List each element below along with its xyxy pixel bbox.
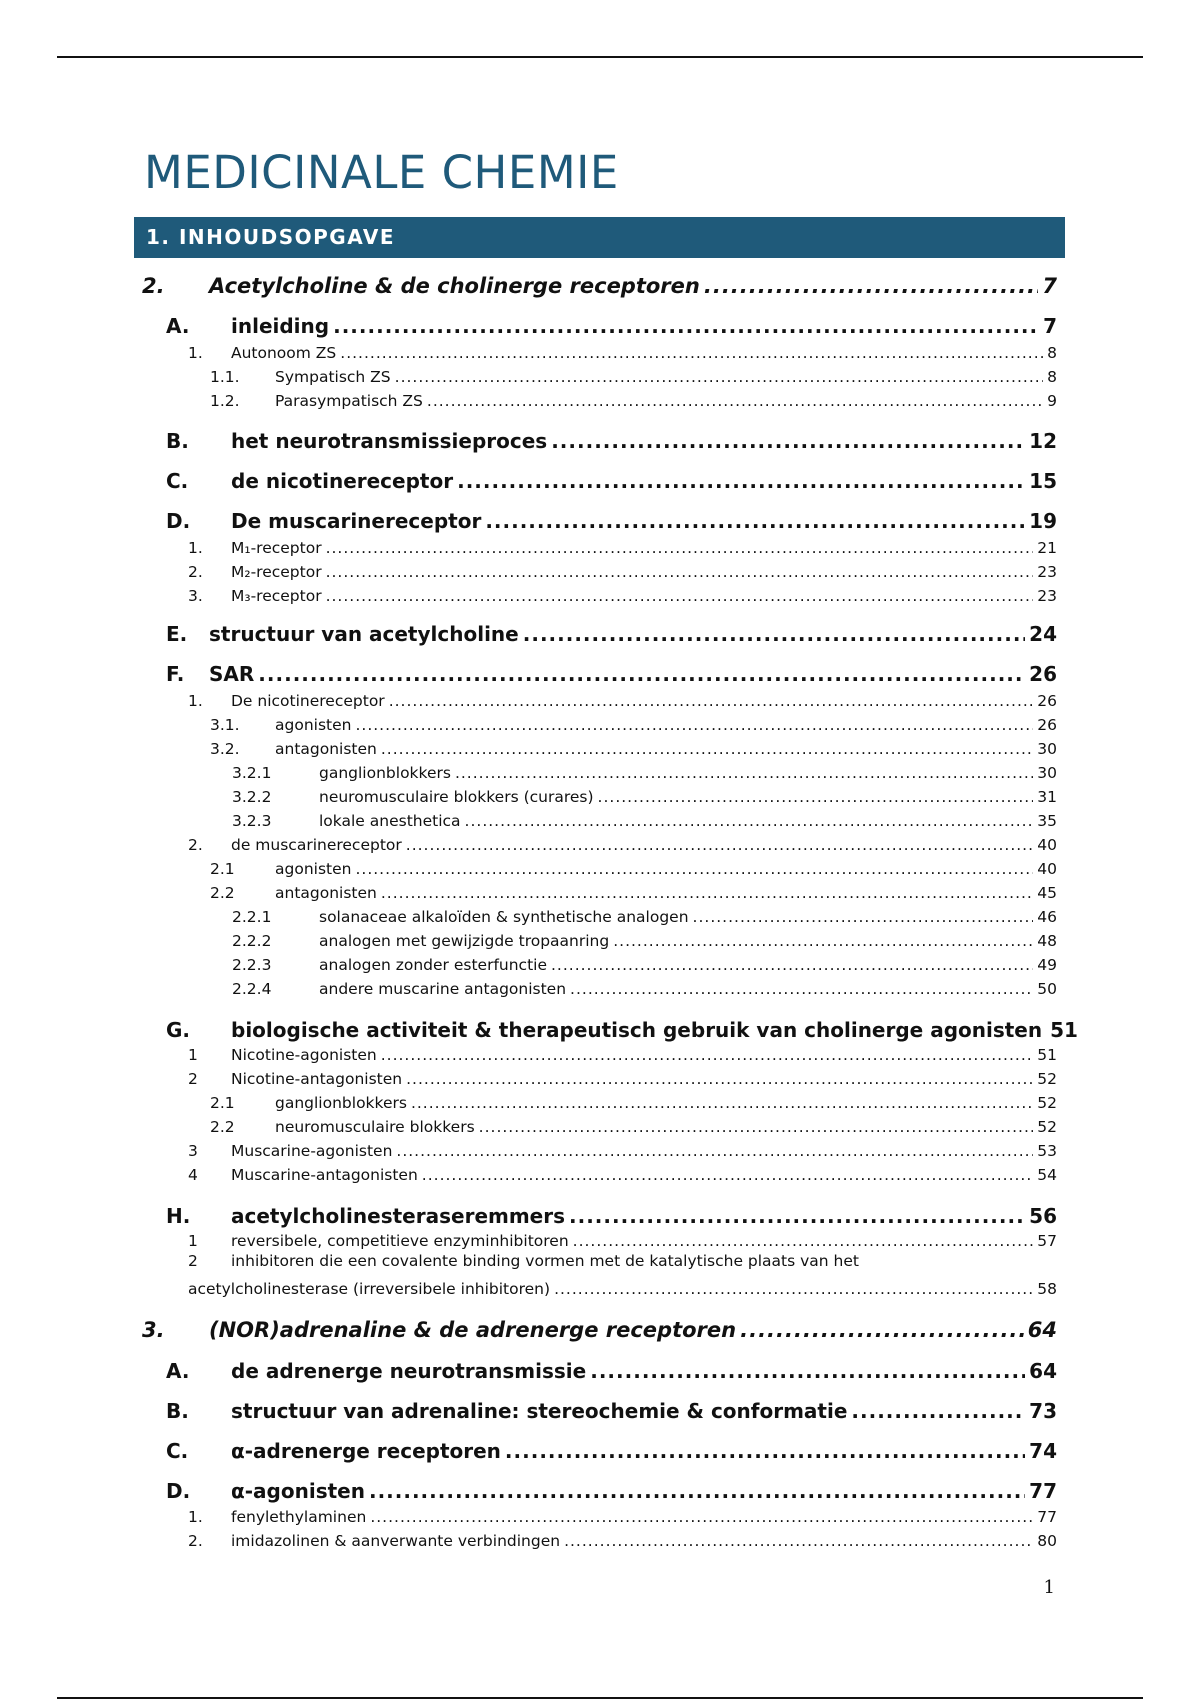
toc-entry-label: M₂-receptor	[231, 563, 322, 581]
toc-entry-label: biologische activiteit & therapeutisch gebruik van cholinerge agonisten	[231, 1018, 1043, 1042]
toc-entry-page: 26	[1037, 692, 1057, 710]
toc-entry-page: 64	[1029, 1359, 1057, 1383]
toc-entry-page: 51	[1037, 1046, 1057, 1064]
toc-entry[interactable]	[0, 1312, 1200, 1342]
toc-entry-number: 1	[188, 1046, 198, 1064]
toc-entry-page: 40	[1037, 860, 1057, 878]
toc-entry-number: 2.1	[210, 1094, 235, 1112]
toc-entry-label: structuur van acetylcholine	[209, 622, 519, 646]
toc-entry-page: 56	[1029, 1204, 1057, 1228]
toc-entry[interactable]	[0, 904, 1200, 926]
toc-leader	[693, 908, 1034, 926]
toc-leader	[598, 788, 1034, 806]
toc-entry-label: neuromusculaire blokkers	[275, 1118, 475, 1136]
toc-entry[interactable]	[0, 1042, 1200, 1064]
toc-entry-page: 51	[1050, 1018, 1078, 1042]
toc-entry[interactable]	[0, 1435, 1200, 1463]
toc-leader	[564, 1532, 1033, 1550]
toc-entry-number: 2.2.2	[232, 932, 272, 950]
toc-entry-page: 77	[1029, 1479, 1057, 1503]
toc-entry[interactable]	[0, 1090, 1200, 1112]
toc-entry-label: Autonoom ZS	[231, 344, 337, 362]
toc-entry-page: 8	[1047, 344, 1057, 362]
toc-entry-page: 7	[1043, 314, 1057, 338]
toc-entry-page: 73	[1029, 1399, 1057, 1423]
toc-entry[interactable]	[0, 364, 1200, 386]
toc-leader	[457, 469, 1025, 493]
toc-leader	[427, 392, 1043, 410]
toc-entry-label: antagonisten	[275, 884, 377, 902]
toc-entry-page: 74	[1029, 1439, 1057, 1463]
toc-entry[interactable]	[0, 1276, 1200, 1298]
toc-entry-label: inleiding	[231, 314, 330, 338]
toc-entry-label: Parasympatisch ZS	[275, 392, 423, 410]
toc-entry-number: 2.	[142, 274, 165, 298]
toc-entry-number: H.	[166, 1204, 191, 1228]
toc-entry-label: fenylethylaminen	[231, 1508, 367, 1526]
toc-entry[interactable]	[0, 1014, 1200, 1042]
toc-leader	[326, 539, 1034, 557]
toc-entry-number: 3.2.1	[232, 764, 272, 782]
toc-entry-label: reversibele, competitieve enzyminhibitoren	[231, 1232, 569, 1250]
toc-entry-page: 80	[1037, 1532, 1057, 1550]
toc-leader	[381, 884, 1033, 902]
toc-entry-number: 1.	[188, 1508, 203, 1526]
toc-entry[interactable]	[0, 1114, 1200, 1136]
toc-entry-number: 1.	[188, 539, 203, 557]
toc-entry-number: 1.2.	[210, 392, 240, 410]
toc-entry-number: 3.	[188, 587, 203, 605]
toc-leader	[326, 563, 1034, 581]
toc-entry-number: 2.	[188, 563, 203, 581]
toc-entry-number: 2.2	[210, 1118, 235, 1136]
toc-entry[interactable]	[0, 1395, 1200, 1423]
toc-entry-page: 52	[1037, 1070, 1057, 1088]
toc-entry-label: De muscarinereceptor	[231, 509, 482, 533]
toc-entry-page: 23	[1037, 587, 1057, 605]
toc-entry[interactable]	[0, 1355, 1200, 1383]
toc-entry[interactable]	[0, 736, 1200, 758]
toc-entry-label-continued: acetylcholinesterase (irreversibele inhibitoren)	[188, 1280, 551, 1298]
toc-entry-number: E.	[166, 622, 188, 646]
toc-leader	[396, 1142, 1033, 1160]
toc-leader	[551, 429, 1025, 453]
toc-entry-label: Nicotine-antagonisten	[231, 1070, 403, 1088]
toc-leader	[369, 1479, 1025, 1503]
toc-leader	[406, 1070, 1033, 1088]
toc-entry-number: G.	[166, 1018, 191, 1042]
toc-entry[interactable]	[0, 784, 1200, 806]
toc-entry-label: M₃-receptor	[231, 587, 322, 605]
toc-entry-label: Sympatisch ZS	[275, 368, 391, 386]
toc-entry-label: andere muscarine antagonisten	[319, 980, 567, 998]
toc-entry-number: A.	[166, 314, 190, 338]
toc-entry[interactable]	[0, 268, 1200, 298]
toc-leader	[569, 1204, 1025, 1228]
toc-leader	[326, 587, 1034, 605]
toc-leader	[613, 932, 1033, 950]
toc-entry[interactable]	[0, 856, 1200, 878]
toc-entry[interactable]	[0, 465, 1200, 493]
toc-entry-label: acetylcholinesteraseremmers	[231, 1204, 566, 1228]
toc-leader	[381, 740, 1033, 758]
toc-entry[interactable]	[0, 658, 1200, 686]
toc-leader	[258, 662, 1025, 686]
toc-entry-number: 2.1	[210, 860, 235, 878]
toc-entry-number: 3.2.3	[232, 812, 272, 830]
toc-entry-number: 1.	[188, 344, 203, 362]
toc-entry-number: 2	[188, 1252, 198, 1270]
toc-leader	[355, 716, 1033, 734]
toc-entry-page: 24	[1029, 622, 1057, 646]
toc-entry-page: 40	[1037, 836, 1057, 854]
toc-entry[interactable]	[0, 559, 1200, 581]
toc-entry[interactable]	[0, 425, 1200, 453]
toc-entry[interactable]	[0, 808, 1200, 830]
toc-leader	[333, 314, 1039, 338]
toc-entry-number: 3.2.	[210, 740, 240, 758]
toc-entry-number: 1.1.	[210, 368, 240, 386]
toc-leader	[370, 1508, 1033, 1526]
toc-entry-label: Nicotine-agonisten	[231, 1046, 377, 1064]
toc-entry-page: 54	[1037, 1166, 1057, 1184]
toc-entry-number: 1	[188, 1232, 198, 1250]
toc-entry-label: analogen met gewijzigde tropaanring	[319, 932, 610, 950]
toc-entry-page: 35	[1037, 812, 1057, 830]
toc-entry-page: 49	[1037, 956, 1057, 974]
toc-leader	[570, 980, 1033, 998]
toc-leader	[485, 509, 1025, 533]
toc-entry-label: de muscarinereceptor	[231, 836, 402, 854]
toc-entry[interactable]	[0, 1475, 1200, 1503]
toc-entry-page: 12	[1029, 429, 1057, 453]
toc-entry-page: 8	[1047, 368, 1057, 386]
toc-entry-page: 53	[1037, 1142, 1057, 1160]
toc-entry[interactable]	[0, 1528, 1200, 1550]
toc-entry-page: 7	[1042, 274, 1057, 298]
toc-entry-page: 26	[1037, 716, 1057, 734]
toc-leader	[554, 1280, 1033, 1298]
toc-leader	[395, 368, 1043, 386]
toc-entry-label: Acetylcholine & de cholinerge receptoren	[209, 274, 700, 298]
toc-entry-page: 23	[1037, 563, 1057, 581]
toc-entry[interactable]	[0, 1162, 1200, 1184]
toc-entry-label: SAR	[209, 662, 255, 686]
toc-entry[interactable]	[0, 952, 1200, 974]
toc-entry[interactable]	[0, 1138, 1200, 1160]
toc-entry-page: 48	[1037, 932, 1057, 950]
toc-entry-label: ganglionblokkers	[319, 764, 451, 782]
toc-entry-label: M₁-receptor	[231, 539, 322, 557]
toc-entry-number: D.	[166, 1479, 191, 1503]
toc-entry-number: D.	[166, 509, 191, 533]
toc-entry-number: F.	[166, 662, 185, 686]
toc-entry[interactable]	[0, 760, 1200, 782]
toc-entry-number: C.	[166, 469, 189, 493]
page-number: 1	[1043, 1577, 1055, 1598]
page-title: MEDICINALE CHEMIE	[144, 146, 619, 199]
toc-entry-page: 50	[1037, 980, 1057, 998]
toc-leader	[590, 1359, 1025, 1383]
toc-entry-label: de nicotinereceptor	[231, 469, 454, 493]
toc-entry-number: 1.	[188, 692, 203, 710]
toc-entry-label: (NOR)adrenaline & de adrenerge receptoren	[209, 1318, 737, 1342]
toc-leader	[505, 1439, 1025, 1463]
toc-entry-label: agonisten	[275, 860, 352, 878]
toc-entry-number: B.	[166, 1399, 189, 1423]
toc-entry-page: 31	[1037, 788, 1057, 806]
toc-entry-label: structuur van adrenaline: stereochemie & conformatie	[231, 1399, 848, 1423]
toc-entry-number: 2.2.3	[232, 956, 272, 974]
toc-entry-label: analogen zonder esterfunctie	[319, 956, 547, 974]
toc-entry-number: 4	[188, 1166, 198, 1184]
toc-entry-page: 30	[1037, 764, 1057, 782]
toc-entry-label[interactable]: inhibitoren die een covalente binding vormen met de katalytische plaats van het	[231, 1252, 859, 1270]
toc-entry-label: lokale anesthetica	[319, 812, 461, 830]
toc-entry-label: α-adrenerge receptoren	[231, 1439, 501, 1463]
toc-entry[interactable]	[0, 535, 1200, 557]
toc-entry[interactable]	[0, 688, 1200, 710]
toc-entry-number: 3.2.2	[232, 788, 272, 806]
section-heading-band: 1. INHOUDSOPGAVE	[134, 217, 1065, 258]
toc-entry[interactable]	[0, 310, 1200, 338]
toc-entry-label: agonisten	[275, 716, 352, 734]
toc-entry[interactable]	[0, 880, 1200, 902]
toc-entry-label: De nicotinereceptor	[231, 692, 385, 710]
toc-leader	[573, 1232, 1034, 1250]
toc-entry-page: 21	[1037, 539, 1057, 557]
toc-entry-page: 45	[1037, 884, 1057, 902]
toc-leader	[851, 1399, 1025, 1423]
toc-leader	[523, 622, 1025, 646]
toc-entry-number: 3	[188, 1142, 198, 1160]
toc-entry-label: het neurotransmissieproces	[231, 429, 548, 453]
toc-entry-label: α-agonisten	[231, 1479, 365, 1503]
toc-entry-page: 58	[1037, 1280, 1057, 1298]
toc-entry[interactable]	[0, 976, 1200, 998]
toc-entry[interactable]	[0, 340, 1200, 362]
toc-entry-page: 46	[1037, 908, 1057, 926]
toc-entry-number: B.	[166, 429, 189, 453]
toc-entry[interactable]	[0, 928, 1200, 950]
toc-entry[interactable]	[0, 505, 1200, 533]
toc-entry[interactable]	[0, 832, 1200, 854]
toc-entry-page: 57	[1037, 1232, 1057, 1250]
toc-leader	[422, 1166, 1033, 1184]
toc-leader	[465, 812, 1034, 830]
toc-leader	[455, 764, 1033, 782]
toc-leader	[355, 860, 1033, 878]
toc-entry-page: 15	[1029, 469, 1057, 493]
toc-entry[interactable]	[0, 712, 1200, 734]
toc-entry-number: 2.	[188, 836, 203, 854]
toc-entry-label: ganglionblokkers	[275, 1094, 407, 1112]
toc-leader	[479, 1118, 1034, 1136]
toc-entry-label: imidazolinen & aanverwante verbindingen	[231, 1532, 561, 1550]
toc-leader	[381, 1046, 1034, 1064]
toc-leader	[406, 836, 1034, 854]
toc-entry-number: A.	[166, 1359, 190, 1383]
toc-entry-label: Muscarine-agonisten	[231, 1142, 393, 1160]
toc-entry-number: 2.2.4	[232, 980, 272, 998]
toc-entry-page: 77	[1037, 1508, 1057, 1526]
toc-leader	[704, 274, 1039, 298]
toc-entry-number: 2.2	[210, 884, 235, 902]
toc-entry-number: 3.	[142, 1318, 165, 1342]
toc-entry-number: 3.1.	[210, 716, 240, 734]
toc-entry-label: Muscarine-antagonisten	[231, 1166, 418, 1184]
toc-entry-number: C.	[166, 1439, 189, 1463]
toc-leader	[389, 692, 1034, 710]
toc-entry-label: antagonisten	[275, 740, 377, 758]
toc-entry[interactable]	[0, 1066, 1200, 1088]
bottom-rule	[57, 1697, 1143, 1699]
toc-entry-label: solanaceae alkaloïden & synthetische analogen	[319, 908, 689, 926]
toc-entry-number: 2.2.1	[232, 908, 272, 926]
toc-entry[interactable]	[0, 583, 1200, 605]
toc-entry-number: 2.	[188, 1532, 203, 1550]
toc-entry-page: 19	[1029, 509, 1057, 533]
toc-entry[interactable]	[0, 1200, 1200, 1228]
toc-entry-page: 64	[1027, 1318, 1057, 1342]
toc-entry[interactable]	[0, 618, 1200, 646]
toc-entry-page: 26	[1029, 662, 1057, 686]
toc-entry-label: neuromusculaire blokkers (curares)	[319, 788, 594, 806]
toc-leader	[340, 344, 1043, 362]
toc-entry[interactable]	[0, 1228, 1200, 1250]
toc-entry-page: 9	[1047, 392, 1057, 410]
toc-entry-page: 52	[1037, 1118, 1057, 1136]
toc-leader	[551, 956, 1033, 974]
toc-entry[interactable]	[0, 388, 1200, 410]
toc-entry-number: 2	[188, 1070, 198, 1088]
toc-leader	[411, 1094, 1033, 1112]
toc-entry-page: 52	[1037, 1094, 1057, 1112]
toc-leader	[740, 1318, 1024, 1342]
toc-entry-label: de adrenerge neurotransmissie	[231, 1359, 587, 1383]
toc-entry[interactable]	[0, 1504, 1200, 1526]
toc-entry-page: 30	[1037, 740, 1057, 758]
